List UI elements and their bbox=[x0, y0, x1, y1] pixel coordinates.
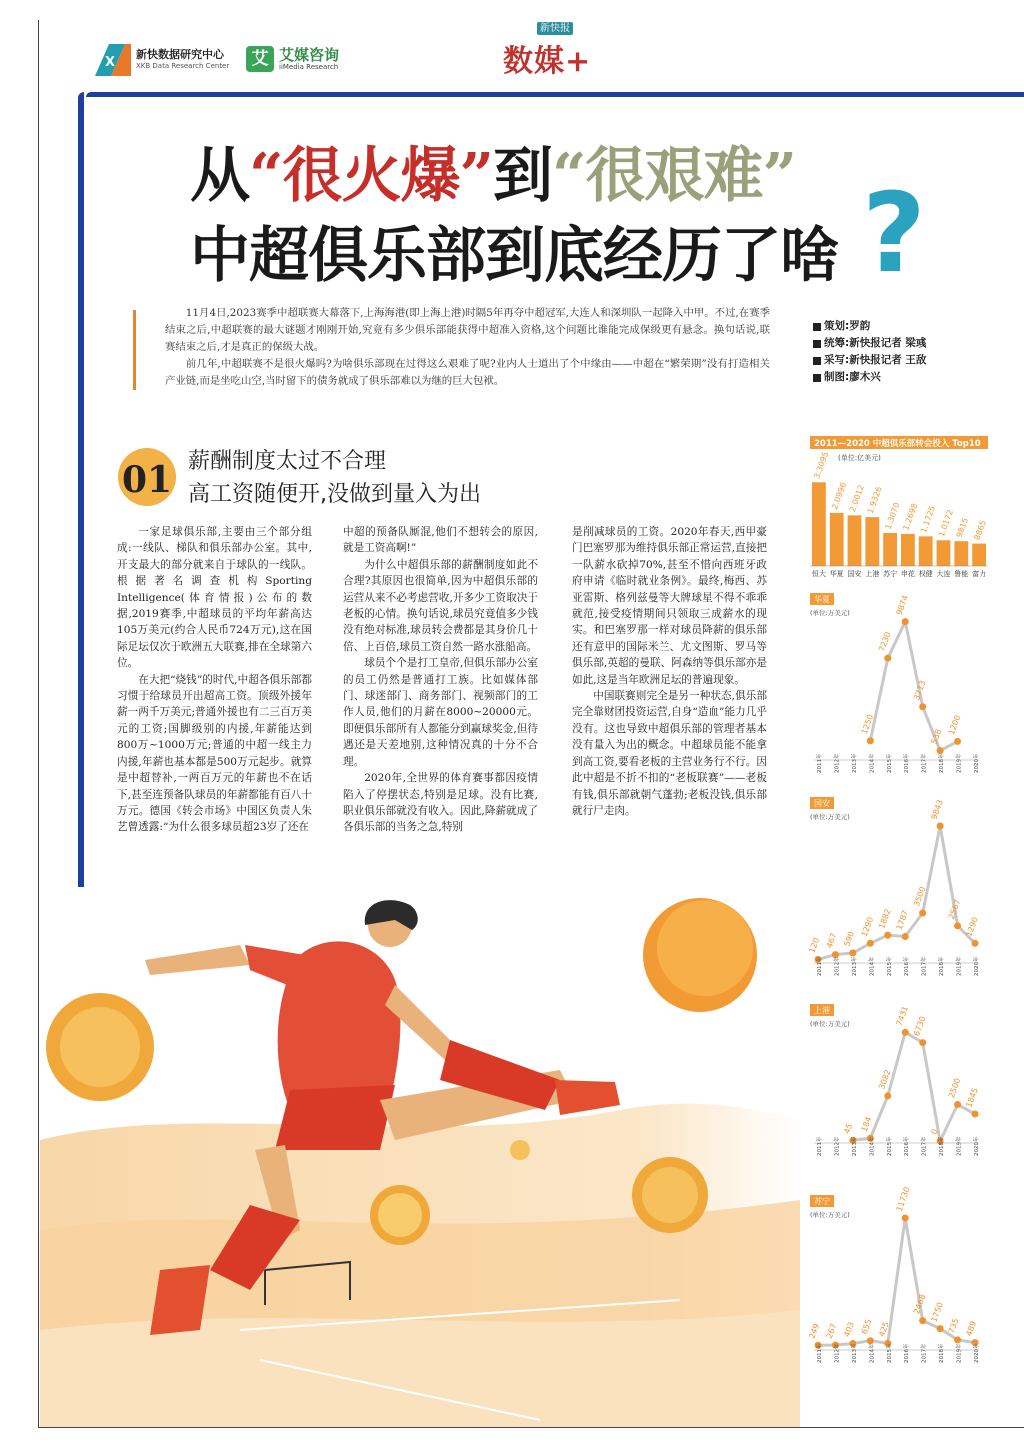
data-point bbox=[867, 1337, 874, 1344]
data-point bbox=[919, 1317, 926, 1324]
credit-line: 采写:新快报记者 王敌 bbox=[813, 352, 926, 369]
x-tick-label: 2013年 bbox=[851, 956, 858, 976]
data-label: 7431 bbox=[894, 1004, 911, 1028]
svg-text:X: X bbox=[105, 55, 116, 70]
intro-paragraph: 前几年,中超联赛不是很火爆吗?为啥俱乐部现在过得这么艰难了呢?业内人士道出了个中缘由——中超在“繁荣期”没有打造相关产业链,而是坐吃山空,当时留下的债务就成了俱乐部难以为继的巨大包袱。 bbox=[165, 358, 770, 387]
x-tick-label: 2016年 bbox=[904, 1136, 911, 1156]
x-tick-label: 2020年 bbox=[974, 1136, 980, 1156]
bar-category-label: 鲁能 bbox=[954, 570, 969, 578]
x-tick-label: 2020年 bbox=[974, 956, 980, 976]
bar-category-label: 国安 bbox=[847, 570, 862, 578]
bar bbox=[937, 540, 951, 566]
data-point bbox=[884, 655, 891, 662]
x-tick-label: 2011年 bbox=[817, 956, 823, 976]
bar bbox=[812, 482, 826, 566]
chart-unit: (单位:万美元) bbox=[810, 813, 850, 821]
x-tick-label: 2017年 bbox=[921, 956, 928, 976]
data-point bbox=[919, 1039, 926, 1046]
x-tick-label: 2017年 bbox=[921, 1136, 928, 1156]
bar bbox=[830, 513, 844, 566]
data-label: 9843 bbox=[929, 798, 945, 821]
x-tick-label: 2019年 bbox=[956, 1136, 963, 1156]
data-label: 1290 bbox=[964, 915, 980, 938]
chart-unit: (单位:万美元) bbox=[810, 1020, 850, 1028]
bar-value-label: 8865 bbox=[972, 519, 988, 542]
data-label: 2468 bbox=[912, 1293, 928, 1316]
data-label: 590 bbox=[842, 930, 856, 948]
bar-category-label: 大连 bbox=[936, 570, 951, 578]
body-paragraph: 在大把“烧钱”的时代,中超各俱乐部都习惯于给球员开出超高工资。顶级外援年薪一两千万美元;普通外援也有二三百万美元的工资;国脚级别的内援,年薪能达到800万~1000万元;普通的中超一线主力内援,年薪也基本都是500万元起步。就算是中超替补,一两百万元的年薪也不在话下,甚至连预备队球员的年薪都能有百八十万元。德国《转会市场》中国区负责人朱艺曾透露:“为什么很多球员超23岁了还在 bbox=[117, 673, 312, 834]
x-tick-label: 2011年 bbox=[817, 1136, 823, 1156]
data-point bbox=[954, 922, 961, 929]
bar-value-label: 3.3095 bbox=[812, 450, 831, 480]
x-tick-label: 2019年 bbox=[956, 956, 963, 976]
iimedia-logo-icon: 艾 bbox=[246, 46, 274, 72]
data-label: 120 bbox=[807, 936, 822, 955]
x-tick-label: 2018年 bbox=[939, 1343, 946, 1363]
x-tick-label: 2012年 bbox=[834, 1136, 841, 1156]
data-point bbox=[902, 1214, 909, 1221]
chart-title: 上港 bbox=[814, 1006, 830, 1015]
section-title: 薪酬制度太过不合理 bbox=[188, 449, 387, 474]
data-label: 735 bbox=[946, 1317, 961, 1335]
x-tick-label: 2020年 bbox=[974, 1343, 980, 1363]
body-paragraph: 一家足球俱乐部,主要由三个部分组成:一线队、梯队和俱乐部办公室。其中,开支最大的部分就来自于球队的一线队。根据著名调查机构Sporting Intelligence(体育情报)公布的数据,2019赛季,中超球员的平均年薪高达105万美元(约合人民币724万元),这在国际足坛仅次于欧洲五大联赛,排在全球第六位。 bbox=[117, 526, 312, 670]
data-point bbox=[972, 1111, 979, 1118]
data-label: 403 bbox=[842, 1320, 856, 1339]
question-mark-icon: ? bbox=[862, 169, 926, 297]
bar-category-label: 上港 bbox=[865, 570, 880, 578]
x-tick-label: 2014年 bbox=[869, 753, 876, 773]
data-label: 3500 bbox=[912, 885, 928, 908]
bar-value-label: 9815 bbox=[954, 516, 971, 539]
bar-category-label: 苏宁 bbox=[883, 570, 898, 578]
bar-value-label: 1.9326 bbox=[865, 485, 884, 515]
series-line bbox=[818, 826, 975, 959]
data-label: 425 bbox=[877, 1320, 891, 1338]
data-label: 467 bbox=[824, 931, 839, 950]
data-label: 7230 bbox=[877, 630, 893, 653]
x-tick-label: 2019年 bbox=[956, 753, 963, 773]
data-point bbox=[902, 1029, 909, 1036]
x-tick-label: 2014年 bbox=[869, 1343, 876, 1363]
data-label: 1250 bbox=[859, 713, 876, 736]
data-point bbox=[937, 747, 944, 754]
data-label: 655 bbox=[859, 1317, 874, 1336]
bar-value-label: 2.0996 bbox=[830, 481, 849, 511]
intro-paragraph: 11月4日,2023赛季中超联赛大幕落下,上海海港(即上海上港)时隔5年再夺中超冠军,大连人和深圳队一起降入中甲。不过,在赛季结束之后,中超联赛的最大谜题才刚刚开始,究竟有多少俱乐部能获得中超准入资格,这个问题比谁能完成保级更有悬念。换句话说,联赛结束之后,才是真正的保级大战。 bbox=[165, 307, 770, 353]
data-label: 3713 bbox=[912, 679, 928, 702]
data-point bbox=[867, 940, 874, 947]
data-label: 489 bbox=[964, 1319, 979, 1338]
body-paragraph: 中国联赛则完全是另一种状态,俱乐部完全靠财团投资运营,自身“造血”能力几乎没有。这也导致中超俱乐部的管理者基本没有量入为出的概念。中超球员能不能拿到高工资,要看老板的主营业务行不行。因此中超是不折不扣的“老板联赛”——老板有钱,俱乐部就朝气蓬勃;老板没钱,俱乐部就行尸走肉。 bbox=[572, 690, 767, 817]
data-label: 538 bbox=[929, 727, 944, 746]
data-label: 1787 bbox=[894, 908, 911, 932]
data-point bbox=[867, 737, 874, 744]
x-tick-label: 2015年 bbox=[886, 956, 893, 976]
data-point bbox=[937, 823, 944, 830]
data-label: 3082 bbox=[877, 1068, 893, 1091]
data-label: 11730 bbox=[894, 1185, 912, 1213]
x-tick-label: 2013年 bbox=[851, 1136, 858, 1156]
x-tick-label: 2017年 bbox=[921, 753, 928, 773]
body-paragraph: 为什么中超俱乐部的薪酬制度如此不合理?其原因也很简单,因为中超俱乐部的运营从来不必考虑营收,开多少工资取决于老板的心情。换句话说,球员究竟值多少钱没有绝对标准,球员转会费都是其身价几十倍、上百倍,球员工资自然一路水涨船高。 bbox=[343, 558, 538, 653]
section-name: 数媒+ bbox=[503, 44, 592, 79]
body-paragraph: 是削减球员的工资。2020年春天,西甲豪门巴塞罗那为维持俱乐部正常运营,直接把一队薪水砍掉70%,甚至不惜向西班牙政府申请《临时就业条例》。最终,梅西、苏亚雷斯、格列兹曼等大牌球星不得不乖乖就范,接受疫情期间只领取三成薪水的现实。和巴塞罗那一样对球员降薪的俱乐部还有意甲的国际米兰、尤文图斯、罗马等俱乐部,英超的曼联、阿森纳等俱乐部亦是如此,这是当年欧洲足坛的普遍现象。 bbox=[572, 526, 767, 686]
chart-title: 2011—2020 中超俱乐部转会投入 Top10 bbox=[814, 439, 981, 449]
chart-title: 苏宁 bbox=[814, 1197, 830, 1206]
x-tick-label: 2018年 bbox=[939, 1136, 946, 1156]
logo1-name-en: XKB Data Research Center bbox=[136, 62, 230, 70]
data-label: 1290 bbox=[859, 915, 876, 938]
x-tick-label: 2011年 bbox=[817, 753, 823, 773]
data-label: 9874 bbox=[894, 594, 911, 617]
x-tick-label: 2015年 bbox=[886, 1136, 893, 1156]
data-label: 1200 bbox=[946, 713, 963, 737]
credit-line: 统筹:新快报记者 梁彧 bbox=[813, 335, 926, 352]
data-point bbox=[972, 940, 979, 947]
x-tick-label: 2012年 bbox=[834, 753, 841, 773]
body-paragraph: 球员个个是打工皇帝,但俱乐部办公室的员工仍然是普通打工族。比如媒体部门、球迷部门、商务部门、视频部门的工作人员,他们的月薪在8000~20000元。即便俱乐部所有人都能分到赢球奖金,但待遇还是天差地别,这种情况真的十分不合理。 bbox=[343, 657, 538, 768]
bar bbox=[865, 517, 879, 566]
bar-category-label: 华夏 bbox=[829, 570, 844, 578]
data-label: 6730 bbox=[912, 1015, 928, 1038]
bar-category-label: 申花 bbox=[900, 570, 915, 578]
data-point bbox=[954, 1101, 961, 1108]
logo2-name-cn: 艾媒咨询 bbox=[279, 46, 340, 64]
data-label: 267 bbox=[824, 1322, 839, 1340]
credit-line: 制图:廖木兴 bbox=[813, 369, 926, 386]
x-tick-label: 2014年 bbox=[869, 956, 876, 976]
headline-line2: 中超俱乐部到底经历了啥 bbox=[190, 221, 839, 291]
x-tick-label: 2012年 bbox=[834, 956, 841, 976]
body-paragraph: 2020年,全世界的体育赛事都因疫情陷入了停摆状态,特别是足球。没有比赛,职业俱乐部就没有收入。因此,降薪就成了各俱乐部的当务之急,特别 bbox=[343, 772, 538, 834]
x-tick-label: 2013年 bbox=[851, 1343, 858, 1363]
data-point bbox=[902, 933, 909, 940]
bar bbox=[848, 515, 862, 566]
chart-unit: (单位:亿美元) bbox=[838, 454, 881, 462]
x-tick-label: 2012年 bbox=[834, 1343, 841, 1363]
body-paragraph: 中超的预备队厮混,他们不想转会的原因,就是工资高啊!” bbox=[343, 526, 538, 555]
section-number: 01 bbox=[121, 459, 173, 501]
bar-value-label: 2.0012 bbox=[847, 483, 866, 514]
chart-unit: (单位:万美元) bbox=[810, 1211, 850, 1219]
bar-category-label: 权健 bbox=[918, 570, 933, 578]
headline-line1: 从“很火爆”到“很艰难” bbox=[190, 141, 797, 211]
x-tick-label: 2018年 bbox=[939, 753, 946, 773]
data-point bbox=[849, 949, 856, 956]
section-subtitle: 高工资随便开,没做到量入为出 bbox=[188, 482, 481, 507]
paper-badge: 新快报 bbox=[537, 22, 573, 35]
logo1-name-cn: 新快数据研究中心 bbox=[136, 48, 224, 61]
bar bbox=[972, 544, 986, 566]
x-tick-label: 2015年 bbox=[886, 1343, 893, 1363]
bar bbox=[954, 541, 968, 566]
data-point bbox=[919, 703, 926, 710]
data-point bbox=[954, 1336, 961, 1343]
bar-value-label: 1.0172 bbox=[936, 508, 955, 538]
bar-value-label: 1.3070 bbox=[883, 501, 902, 531]
x-tick-label: 2018年 bbox=[939, 956, 946, 976]
data-point bbox=[884, 1092, 891, 1099]
data-label: 1750 bbox=[929, 1301, 945, 1324]
bar bbox=[919, 536, 933, 566]
data-point bbox=[919, 910, 926, 917]
data-label: 184 bbox=[859, 1115, 874, 1133]
bar-value-label: 1.2698 bbox=[901, 502, 920, 532]
data-label: 249 bbox=[807, 1322, 822, 1340]
chart-title: 华夏 bbox=[814, 595, 830, 604]
x-tick-label: 2011年 bbox=[817, 1343, 823, 1363]
x-tick-label: 2019年 bbox=[956, 1343, 963, 1363]
data-label: 2500 bbox=[946, 1076, 963, 1100]
bar bbox=[901, 534, 915, 566]
bar-category-label: 富力 bbox=[972, 570, 987, 578]
x-tick-label: 2016年 bbox=[904, 753, 911, 773]
credit-line: 策划:罗韵 bbox=[813, 318, 926, 335]
data-point bbox=[954, 738, 961, 745]
data-point bbox=[884, 932, 891, 939]
logo2-name-en: iiMedia Research bbox=[279, 63, 339, 71]
bar bbox=[883, 533, 897, 566]
x-tick-label: 2016年 bbox=[904, 956, 911, 976]
chart-unit: (单位:万美元) bbox=[810, 609, 850, 617]
x-tick-label: 2020年 bbox=[974, 753, 980, 773]
bar-category-label: 恒大 bbox=[811, 570, 826, 578]
data-label: 2567 bbox=[946, 898, 963, 921]
x-tick-label: 2017年 bbox=[921, 1343, 928, 1363]
data-point bbox=[937, 1325, 944, 1332]
chart-title: 国安 bbox=[814, 799, 830, 808]
x-tick-label: 2014年 bbox=[869, 1136, 876, 1156]
data-label: 1882 bbox=[877, 907, 893, 930]
x-tick-label: 2016年 bbox=[904, 1343, 911, 1363]
x-tick-label: 2015年 bbox=[886, 753, 893, 773]
data-label: 0 bbox=[929, 1127, 940, 1136]
bar-value-label: 1.1725 bbox=[919, 504, 938, 535]
data-point bbox=[902, 618, 909, 625]
x-tick-label: 2013年 bbox=[851, 753, 858, 773]
data-label: 1845 bbox=[964, 1086, 980, 1109]
data-label: 45 bbox=[842, 1122, 855, 1136]
